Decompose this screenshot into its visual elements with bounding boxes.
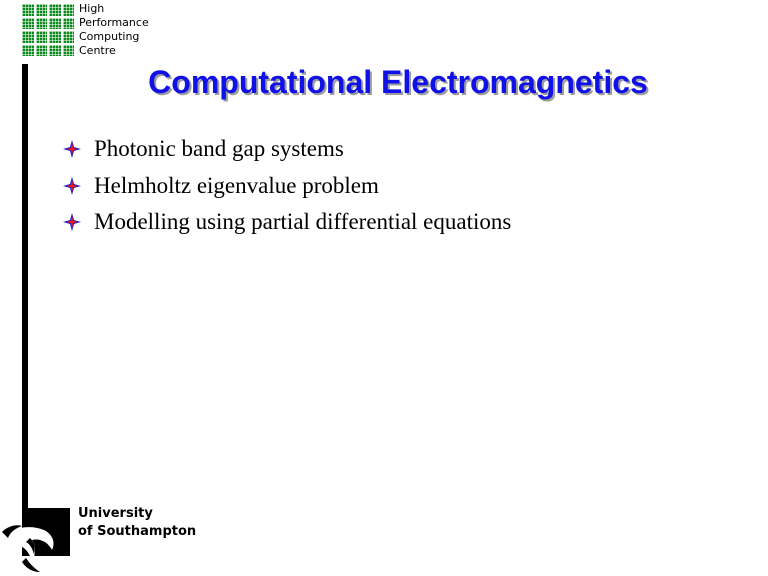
list-item [62,204,511,241]
bullet-text: Photonic band gap systems [94,136,344,162]
hpc-line-1: High [79,2,105,15]
logo-cell [49,45,61,57]
logo-cell [63,31,75,43]
logo-cell [49,4,61,16]
logo-cell [36,4,48,16]
list-item [62,131,511,168]
logo-cell [49,18,61,30]
university-name [78,505,196,541]
four-point-star-icon [62,176,82,196]
logo-cell [22,45,34,57]
hpc-centre-name [79,2,149,58]
logo-cell [63,18,75,30]
logo-cell [63,45,75,57]
logo-cell [36,18,48,30]
logo-cell [22,31,34,43]
list-item [62,168,511,205]
four-point-star-icon [62,139,82,159]
hpc-logo-icon [22,4,74,56]
logo-cell [36,31,48,43]
hpc-line-3: Computing [79,30,140,43]
four-point-star-icon [62,212,82,232]
bullet-list [62,131,511,241]
logo-cell [36,45,48,57]
logo-cell [22,4,34,16]
hpc-line-4: Centre [79,44,116,57]
university-line-2: of Southampton [78,524,197,539]
bullet-text: Modelling using partial differential equations [94,209,512,235]
left-vertical-bar [22,64,28,510]
slide-title: Computational Electromagnetics [148,64,648,100]
university-line-1: University [78,506,153,521]
logo-cell [49,31,61,43]
hpc-line-2: Performance [79,16,149,29]
logo-cell [63,4,75,16]
logo-cell [22,18,34,30]
bullet-text: Helmholtz eigenvalue problem [94,172,379,198]
dolphin-icon [0,512,72,574]
